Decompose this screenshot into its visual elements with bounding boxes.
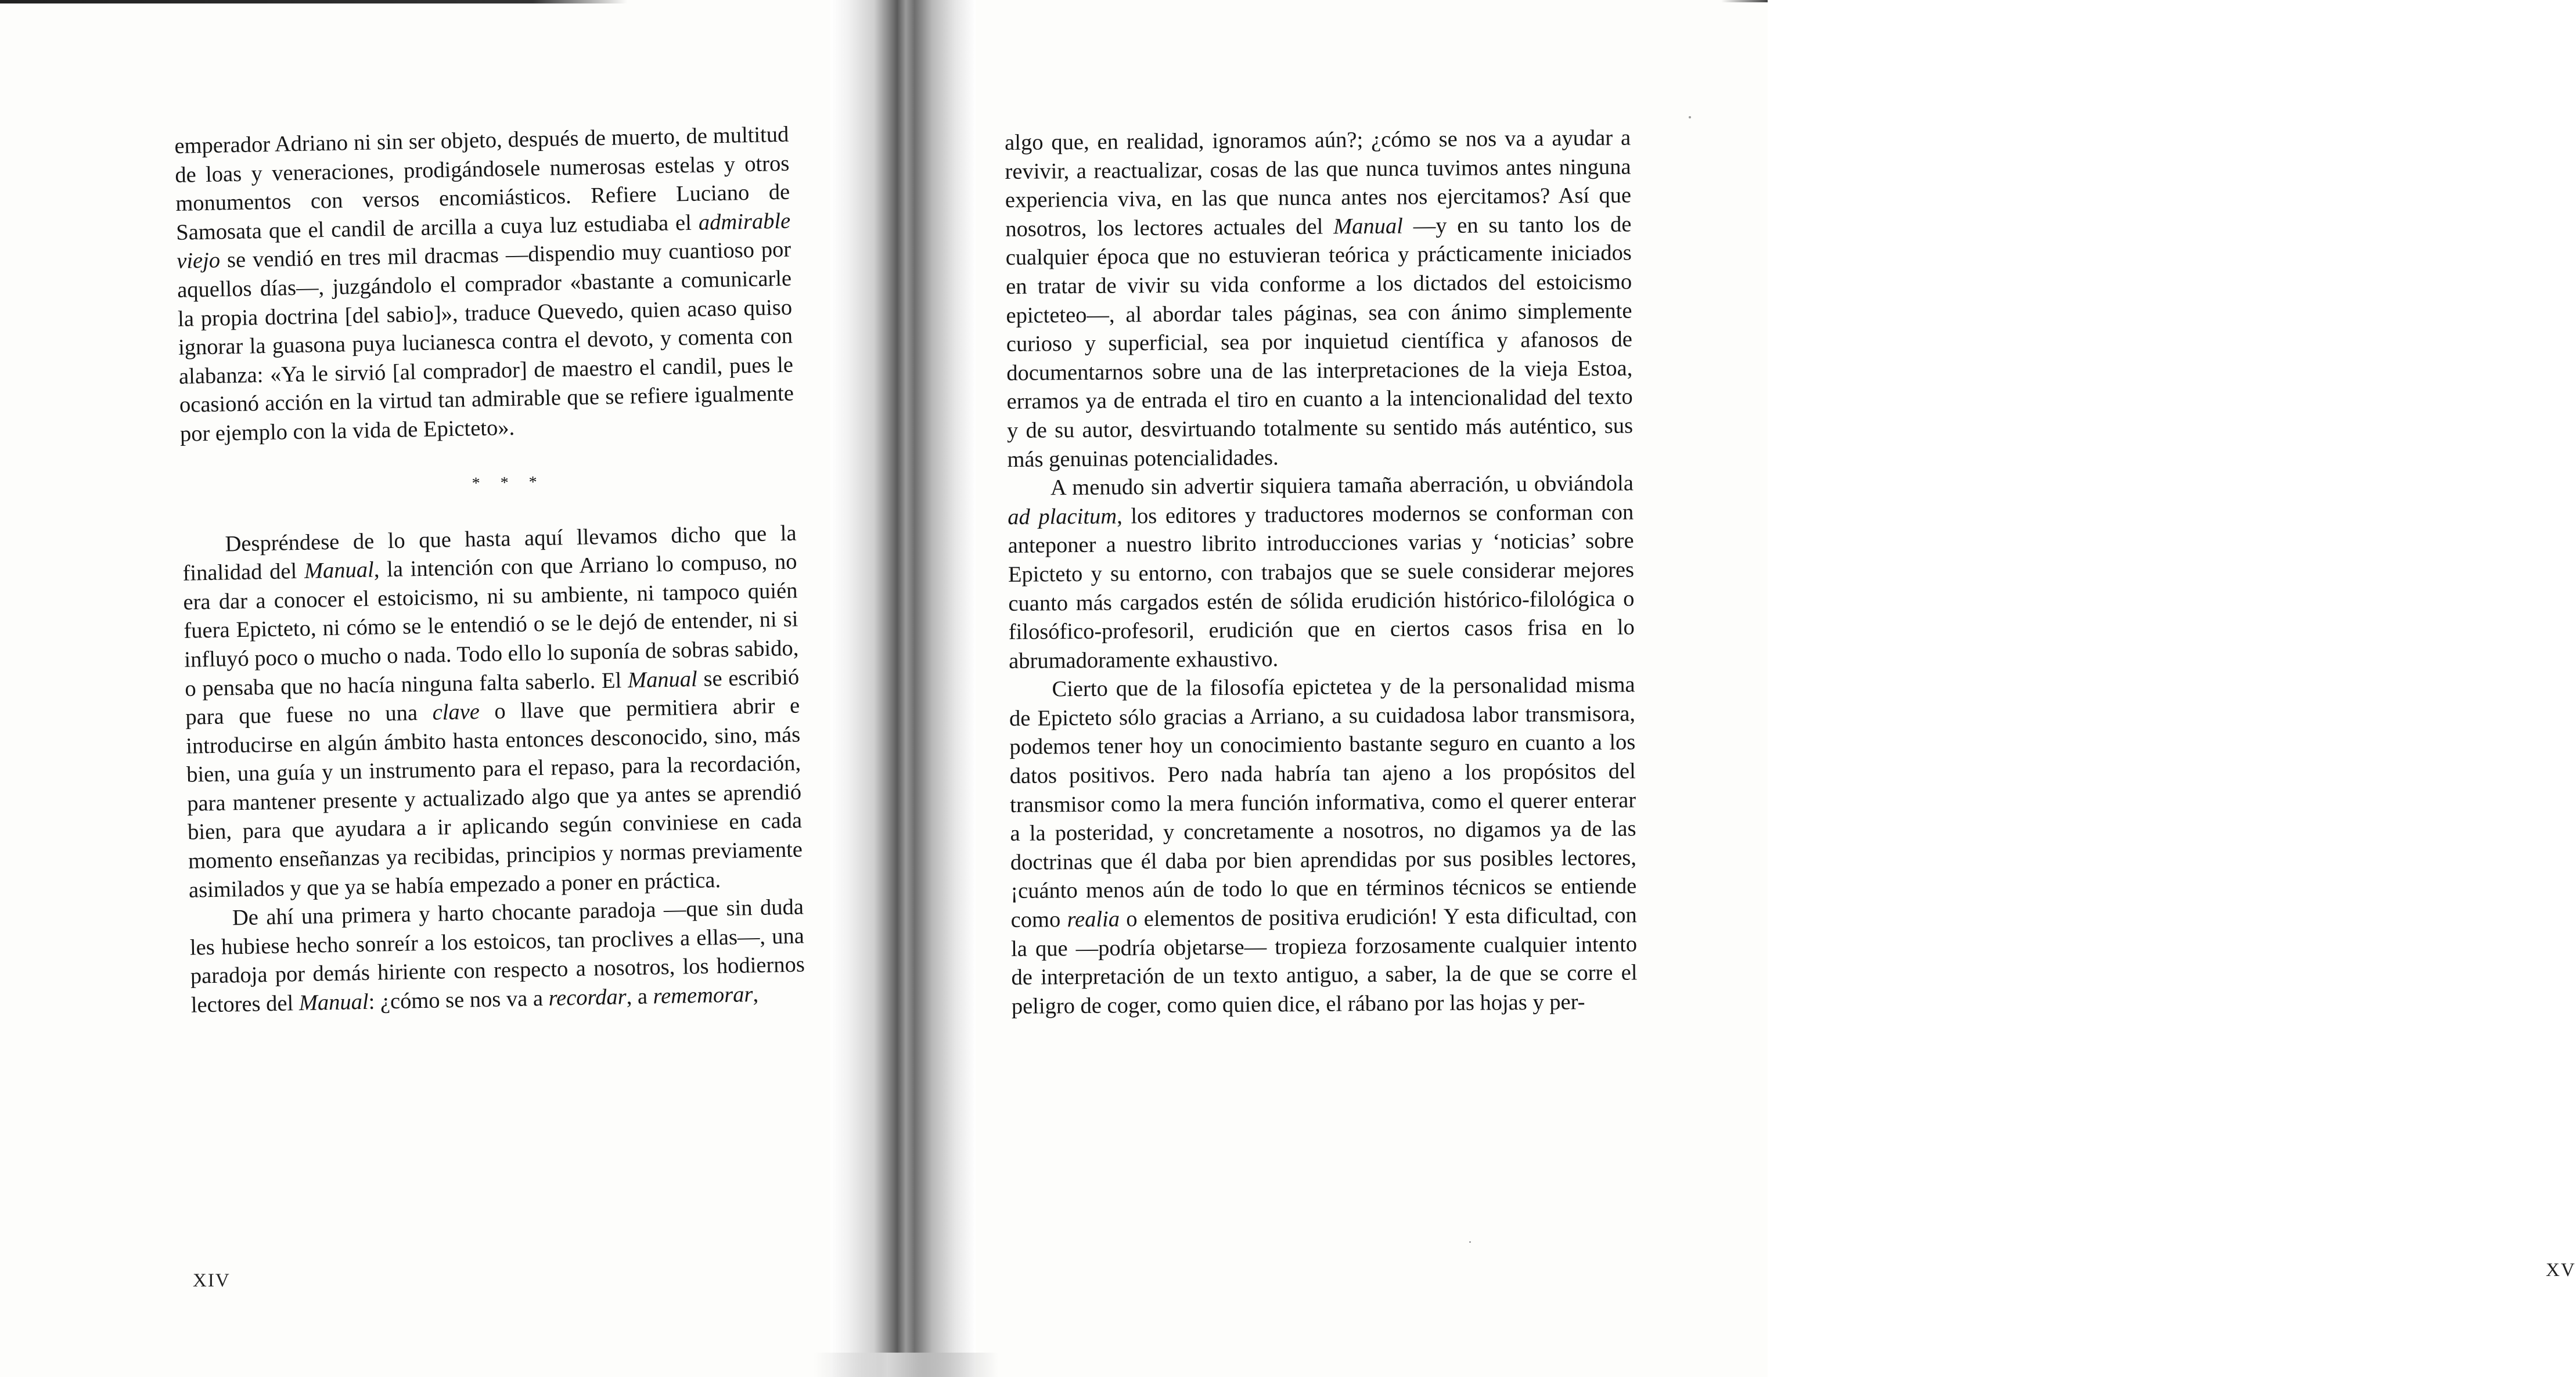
book-gutter xyxy=(830,0,976,1377)
right-page xyxy=(976,0,2576,1377)
section-separator: * * * xyxy=(472,473,545,492)
gutter-shadow xyxy=(813,1353,999,1377)
scan-speck xyxy=(1469,1241,1471,1243)
page-number-left: XIV xyxy=(193,1270,231,1291)
left-paragraph-2: Despréndese de lo que hasta aquí llevamos dicho que la finalidad del Manual, la intención con que Arriano lo compuso, no era dar a conocer el estoicismo, ni su ambiente, ni tampoco quién fuera Epicteto, ni cómo se le entendió o se le dejó de entender, ni si influyó poco o mucho o nada. Todo ello lo suponía de sobras sabido, o pensaba que no hacía ninguna falta saberlo. El Manual se escribió para que fuese no una clave o llave que permitiera abrir e introducirse en algún ámbito hasta entonces desconocido, sino, más bien, una guía y un instrumento para el repaso, para la recordación, para mantener presente y actualizado algo que ya antes se aprendió bien, para que ayudara a ir aplicando según conviniese en cada momento enseñanzas ya recibidas, principios y normas previamente asimilados y que ya se había empezado a poner en práctica. xyxy=(182,521,803,903)
scan-speck xyxy=(1689,116,1691,118)
right-paragraph-1: algo que, en realidad, ignoramos aún?; ¿cómo se nos va a ayudar a revivir, a reactualizar, cosas de las que nunca tuvimos antes ninguna experiencia viva, en las que nunca antes nos ejercitamos? Así que nosotros, los lectores actuales del Manual —y en su tanto los de cualquier época que no estuvieran teórica y prácticamente iniciados en tratar de vivir su vida conforme a los dictados del estoicismo epicteteo—, al abordar tales páginas, sea con ánimo simplemente curioso y superficial, sea por inquietud científica y afanosos de documentarnos sobre una de las interpretaciones de la vieja Estoa, erramos ya de entrada el tiro en cuanto a la intencionalidad del texto y de su autor, desvirtuando totalmente su sentido más auténtico, sus más genuinas potencialidades. xyxy=(1005,125,1634,472)
left-paragraph-3: De ahí una primera y harto chocante paradoja —que sin duda les hubiese hecho sonreír a los estoicos, tan proclives a ellas—, una paradoja por demás hiriente con respecto a nosotros, los hodiernos lectores del Manual: ¿cómo se nos va a recordar, a rememorar, xyxy=(189,895,805,1018)
left-paragraph-1: emperador Adriano ni sin ser objeto, después de muerto, de multitud de loas y veneraciones, prodigándosele numerosas estelas y otros monumentos con versos encomiásticos. Refiere Luciano de Samosata que el candil de arcilla a cuya luz estudiaba el admirable viejo se vendió en tres mil dracmas —dispendio muy cuantioso por aquellos días—, juzgándolo el comprador «bastante a comunicarle la propia doctrina [del sabio]», traduce Quevedo, quien acaso quiso ignorar la guasona puya lucianesca contra el devoto, y comenta con alabanza: «Ya le sirvió [al comprador] de maestro el candil, pues le ocasionó acción en la virtud tan admirable que se refiere igualmente por ejemplo con la vida de Epicteto». xyxy=(174,122,794,446)
page-number-right: XV xyxy=(2546,1260,2576,1281)
right-paragraph-2: A menudo sin advertir siquiera tamaña aberración, u obviándola ad placitum, los editores y traductores modernos se conforman con anteponer a nuestro librito introducciones varias y ‘noticias’ sobre Epicteto y su entorno, con trabajos que se suele considerar mejores cuanto más cargados estén de sólida erudición histórico-filológica o filosófico-profesoril, erudición que en ciertos casos frisa en lo abrumadoramente exhaustivo. xyxy=(1008,471,1635,673)
right-paragraph-3: Cierto que de la filosofía epictetea y de la personalidad misma de Epicteto sólo gracias a Arriano, a su cuidadosa labor transmisora, podemos tener hoy un conocimiento bastante seguro en cuanto a los datos positivos. Pero nada habría tan ajeno a los propósitos del transmisor como la mera función informativa, como el querer enterar a la posteridad, y concretamente a nosotros, no digamos ya de las doctrinas que él daba por bien aprendidas por sus posibles lectores, ¡cuánto menos aún de todo lo que en términos técnicos se entiende como realia o elementos de positiva erudición! Y esta dificultad, con la que —podría objetarse— tropieza forzosamente cualquier intento de interpretación de un texto antiguo, a saber, la de que se corre el peligro de coger, como quien dice, el rábano por las hojas y per- xyxy=(1009,672,1638,1019)
left-page xyxy=(0,0,830,1377)
left-page-text xyxy=(174,121,805,1021)
right-page-text xyxy=(1005,124,1638,1022)
